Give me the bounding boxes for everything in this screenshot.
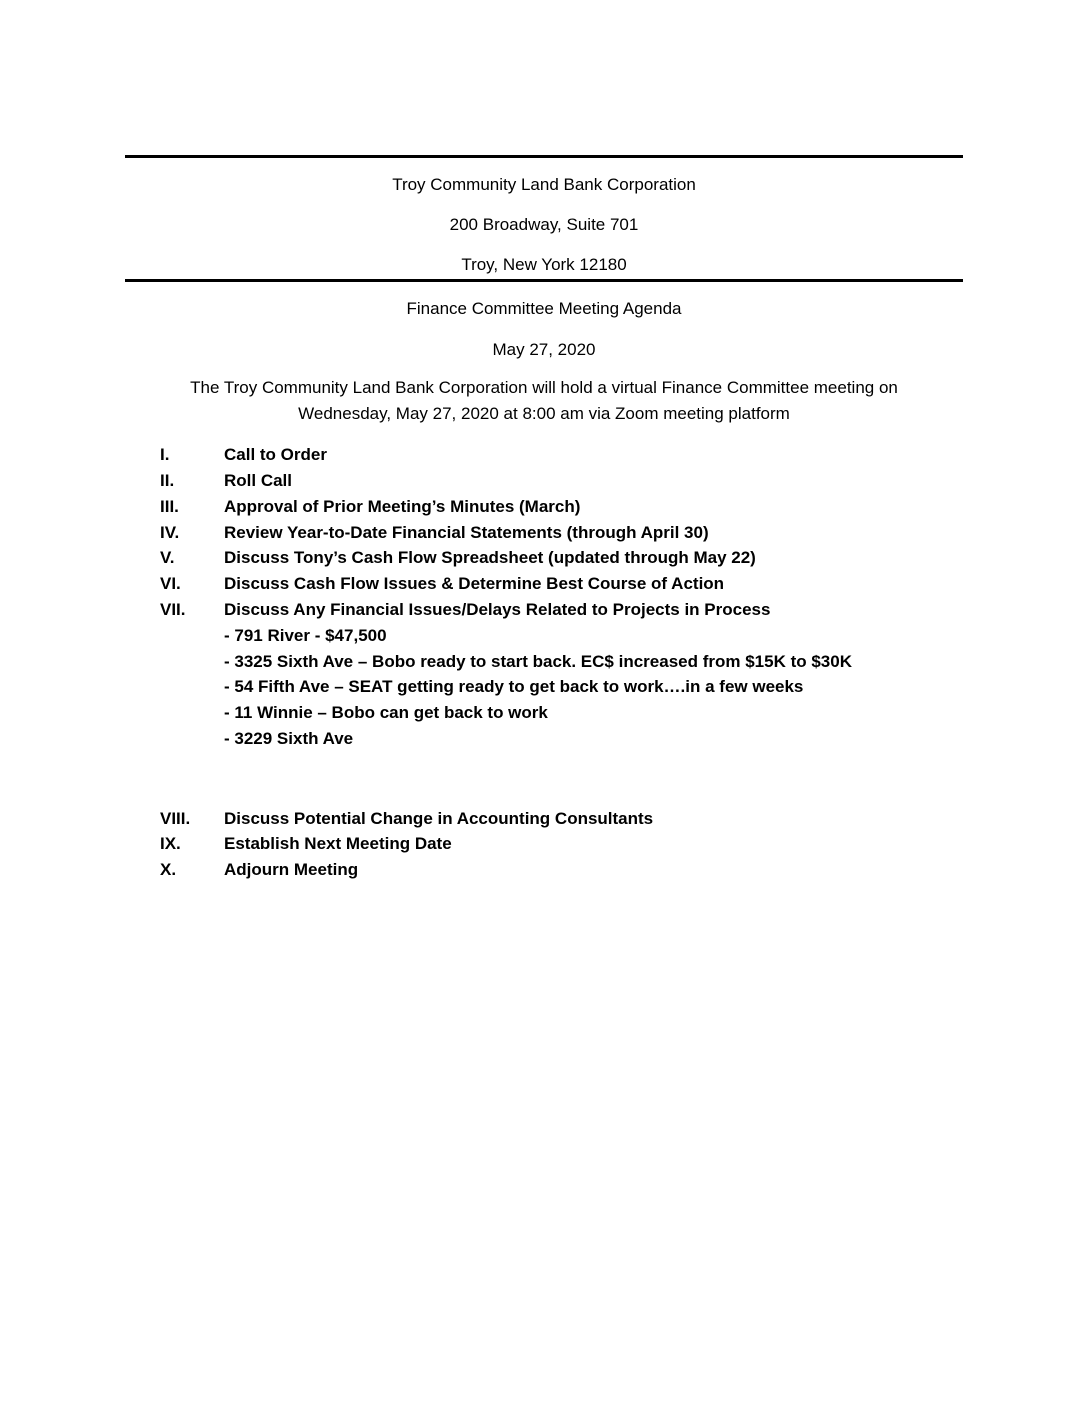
agenda-item	[160, 807, 653, 831]
address-line-2: Troy, New York 12180	[461, 255, 627, 274]
intro-line-1: The Troy Community Land Bank Corporation will hold a virtual Finance Committee meeting on	[190, 378, 898, 397]
agenda-item	[160, 832, 452, 856]
agenda-item-number: V.	[160, 548, 175, 567]
agenda-item-number: IX.	[160, 834, 181, 853]
agenda-item-number: II.	[160, 471, 175, 490]
agenda-item-text: Discuss Potential Change in Accounting Consultants	[224, 809, 654, 828]
project-subitem: - 54 Fifth Ave – SEAT getting ready to get back to work….in a few weeks	[224, 677, 804, 696]
agenda-item-number: VIII.	[160, 809, 191, 828]
agenda-item-number: III.	[160, 497, 179, 516]
intro-line-2: Wednesday, May 27, 2020 at 8:00 am via Zoom meeting platform	[298, 404, 790, 423]
meeting-intro	[125, 375, 963, 427]
agenda-item	[160, 572, 724, 596]
agenda-item-number: I.	[160, 445, 170, 464]
project-subitem: - 11 Winnie – Bobo can get back to work	[224, 703, 548, 722]
agenda-item	[160, 521, 709, 545]
agenda-item	[160, 546, 756, 570]
meeting-title: Finance Committee Meeting Agenda	[406, 299, 682, 318]
agenda-item	[160, 598, 770, 622]
meeting-date: May 27, 2020	[492, 340, 596, 359]
agenda-item-number: X.	[160, 860, 177, 879]
header-top-rule	[125, 155, 963, 158]
agenda-item-number: VI.	[160, 574, 181, 593]
project-subitem: - 3325 Sixth Ave – Bobo ready to start back. EC$ increased from $15K to $30K	[224, 652, 852, 671]
agenda-item-text: Roll Call	[224, 471, 293, 490]
agenda-item-text: Review Year-to-Date Financial Statements (through April 30)	[224, 523, 709, 542]
agenda-item-text: Approval of Prior Meeting’s Minutes (March)	[224, 497, 581, 516]
agenda-item	[160, 443, 327, 467]
agenda-item-number: VII.	[160, 600, 186, 619]
agenda-item-text: Call to Order	[224, 445, 327, 464]
agenda-item-text: Adjourn Meeting	[224, 860, 359, 879]
agenda-item-number: IV.	[160, 523, 180, 542]
agenda-item-text: Discuss Cash Flow Issues & Determine Best Course of Action	[224, 574, 725, 593]
agenda-item	[160, 469, 292, 493]
project-subitem: - 3229 Sixth Ave	[224, 729, 354, 748]
header-bottom-rule	[125, 279, 963, 282]
agenda-item	[160, 858, 358, 882]
agenda-item-text: Discuss Any Financial Issues/Delays Related to Projects in Process	[224, 600, 771, 619]
address-line-1: 200 Broadway, Suite 701	[449, 215, 639, 234]
agenda-item-text: Establish Next Meeting Date	[224, 834, 452, 853]
agenda-item	[160, 495, 580, 519]
project-subitem: - 791 River - $47,500	[224, 626, 387, 645]
org-name: Troy Community Land Bank Corporation	[392, 175, 696, 194]
agenda-item-text: Discuss Tony’s Cash Flow Spreadsheet (updated through May 22)	[224, 548, 756, 567]
